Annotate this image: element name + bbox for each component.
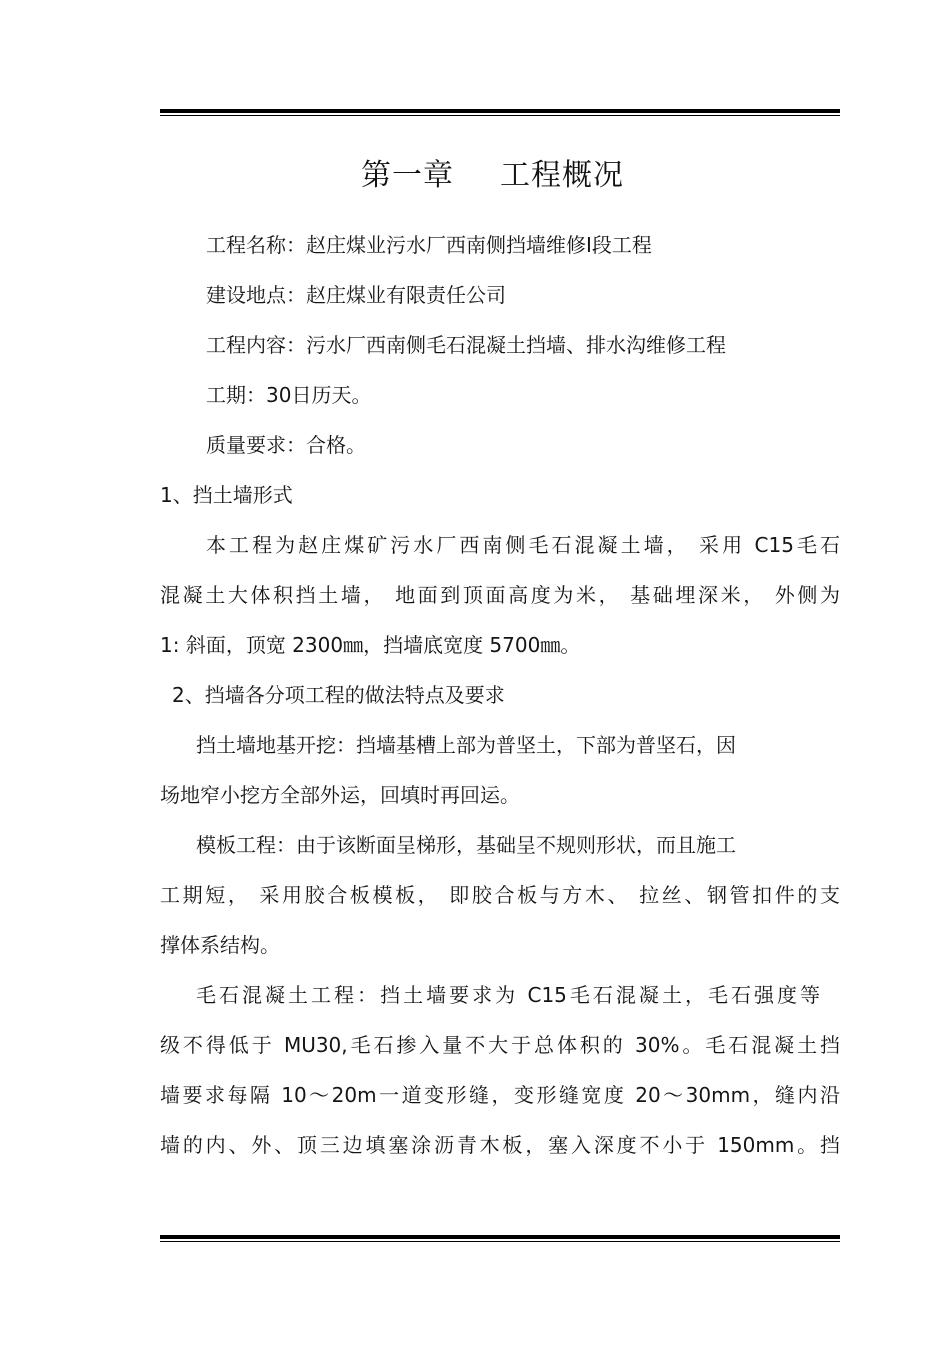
formwork-line: 工期短， 采用胶合板模板， 即胶合板与方木、 拉丝、钢管扣件的支: [160, 883, 840, 907]
section-1-line: 本工程为赵庄煤矿污水厂西南侧毛石混凝土墙， 采用 C15毛石: [206, 533, 840, 557]
info-duration: 工期：30日历天。: [206, 383, 372, 407]
info-quality: 质量要求：合格。: [206, 433, 366, 457]
section-1-line: 混凝土大体积挡土墙， 地面到顶面高度为米， 基础埋深米， 外侧为: [160, 583, 840, 607]
excavation-line: 场地窄小挖方全部外运，回填时再回运。: [160, 783, 520, 807]
formwork-line: 撑体系结构。: [160, 933, 280, 957]
info-content: 工程内容：污水厂西南侧毛石混凝土挡墙、排水沟维修工程: [206, 333, 726, 357]
header-rule: [160, 109, 840, 116]
chapter-number: 第一章: [361, 158, 454, 193]
concrete-line: 墙要求每隔 10～20m一道变形缝，变形缝宽度 20～30mm，缝内沿: [160, 1083, 840, 1107]
info-location: 建设地点：赵庄煤业有限责任公司: [206, 283, 506, 307]
concrete-line: 墙的内、外、顶三边填塞涂沥青木板，塞入深度不小于 150mm。挡: [160, 1133, 840, 1157]
section-1-heading: 1、挡土墙形式: [160, 483, 293, 507]
info-project-name: 工程名称：赵庄煤业污水厂西南侧挡墙维修Ⅰ段工程: [206, 233, 652, 257]
chapter-title: [0, 150, 950, 194]
section-2-heading: 2、挡墙各分项工程的做法特点及要求: [172, 683, 505, 707]
concrete-line: 级不得低于 MU30,毛石掺入量不大于总体积的 30%。毛石混凝土挡: [160, 1033, 840, 1057]
footer-rule: [160, 1235, 840, 1242]
section-1-line: 1: 斜面，顶宽 2300㎜，挡墙底宽度 5700㎜。: [160, 633, 581, 657]
chapter-name: 工程概况: [500, 158, 624, 193]
excavation-line: 挡土墙地基开挖：挡墙基槽上部为普坚土，下部为普坚石，因: [196, 733, 736, 757]
formwork-line: 模板工程：由于该断面呈梯形，基础呈不规则形状，而且施工: [196, 833, 736, 857]
concrete-line: 毛石混凝土工程：挡土墙要求为 C15毛石混凝土，毛石强度等: [196, 983, 820, 1007]
